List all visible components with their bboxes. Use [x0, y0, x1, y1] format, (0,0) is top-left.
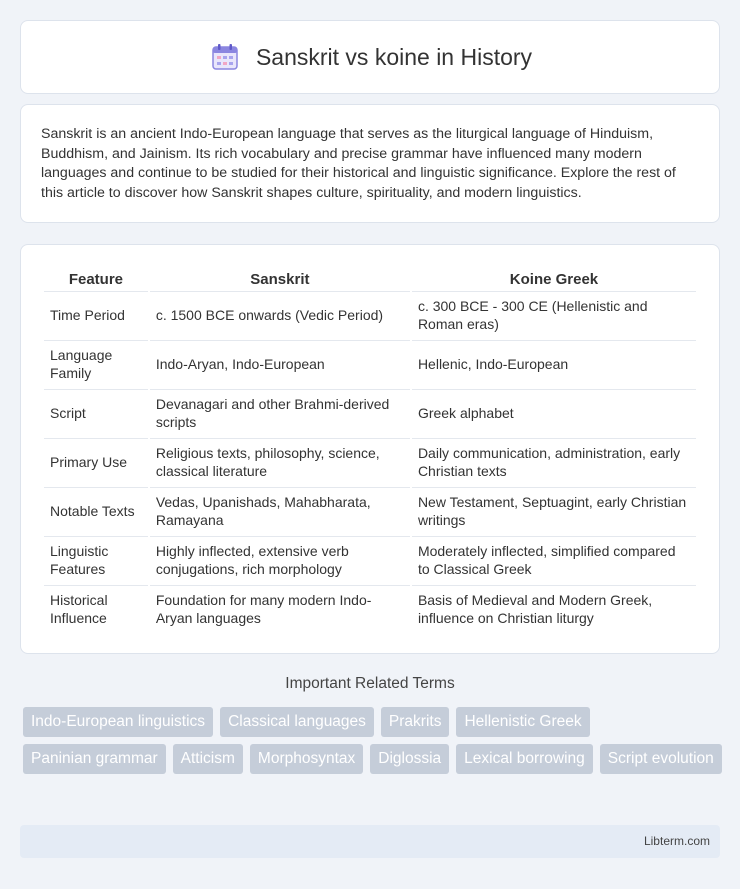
header-koine: Koine Greek [509, 271, 599, 288]
intro-text: Sanskrit is an ancient Indo-European language that serves as the liturgical language of Hinduism, Buddhism, and Jainism. Its rich vocabulary and precise grammar have influenced many modern languages and continue to be studied for their historical and linguistic significance. Explore the rest of this article to discover how Sanskrit shapes culture, spirituality, and modern linguistics. [41, 126, 676, 201]
table-row [44, 536, 696, 583]
calendar-icon [208, 40, 242, 74]
header-card [20, 20, 720, 94]
cell-feature: Linguistic Features [44, 536, 148, 583]
table-row [44, 389, 696, 436]
cell-koine: Greek alphabet [412, 389, 696, 436]
tag-classical-languages[interactable]: Classical languages [220, 707, 374, 737]
header-sanskrit: Sanskrit [250, 271, 310, 288]
tag-morphosyntax[interactable]: Morphosyntax [250, 744, 363, 774]
cell-koine: Hellenic, Indo-European [412, 340, 696, 387]
cell-feature: Script [44, 389, 148, 436]
cell-sanskrit: Religious texts, philosophy, science, classical literature [150, 438, 410, 485]
footer-bar [20, 825, 720, 858]
table-row [44, 340, 696, 387]
title-wrap [208, 40, 532, 74]
table-header-row [44, 265, 696, 289]
page-title: Sanskrit vs koine in History [255, 43, 533, 70]
tag-prakrits[interactable]: Prakrits [381, 707, 450, 737]
cell-sanskrit: Vedas, Upanishads, Mahabharata, Ramayana [150, 487, 410, 534]
cell-feature: Time Period [44, 291, 148, 338]
cell-feature: Historical Influence [44, 585, 148, 632]
cell-koine: New Testament, Septuagint, early Christian writings [412, 487, 696, 534]
cell-koine: Moderately inflected, simplified compared to Classical Greek [412, 536, 696, 583]
cell-koine: c. 300 BCE - 300 CE (Hellenistic and Roman eras) [412, 291, 696, 338]
cell-sanskrit: c. 1500 BCE onwards (Vedic Period) [150, 291, 410, 338]
table-row [44, 438, 696, 485]
comparison-table-card [20, 244, 720, 654]
tag-paninian-grammar[interactable]: Paninian grammar [23, 744, 166, 774]
tag-lexical-borrowing[interactable]: Lexical borrowing [456, 744, 593, 774]
cell-feature: Language Family [44, 340, 148, 387]
cell-feature: Primary Use [44, 438, 148, 485]
related-terms-title: Important Related Terms [285, 675, 455, 692]
tag-diglossia[interactable]: Diglossia [370, 744, 449, 774]
table-row [44, 585, 696, 632]
cell-sanskrit: Indo-Aryan, Indo-European [150, 340, 410, 387]
cell-sanskrit: Highly inflected, extensive verb conjugations, rich morphology [150, 536, 410, 583]
table-row [44, 291, 696, 338]
cell-koine: Basis of Medieval and Modern Greek, influence on Christian liturgy [412, 585, 696, 632]
related-terms-tags [23, 707, 723, 774]
cell-koine: Daily communication, administration, early Christian texts [412, 438, 696, 485]
table-row [44, 487, 696, 534]
intro-card [20, 104, 720, 223]
tag-hellenistic-greek[interactable]: Hellenistic Greek [456, 707, 589, 737]
tag-script-evolution[interactable]: Script evolution [600, 744, 722, 774]
header-feature: Feature [68, 271, 123, 288]
tag-indo-european-linguistics[interactable]: Indo-European linguistics [23, 707, 213, 737]
comparison-table [42, 263, 698, 634]
cell-sanskrit: Foundation for many modern Indo-Aryan languages [150, 585, 410, 632]
footer-site-link[interactable]: Libterm.com [643, 834, 710, 848]
tag-atticism[interactable]: Atticism [173, 744, 243, 774]
cell-sanskrit: Devanagari and other Brahmi-derived scripts [150, 389, 410, 436]
cell-feature: Notable Texts [44, 487, 148, 534]
